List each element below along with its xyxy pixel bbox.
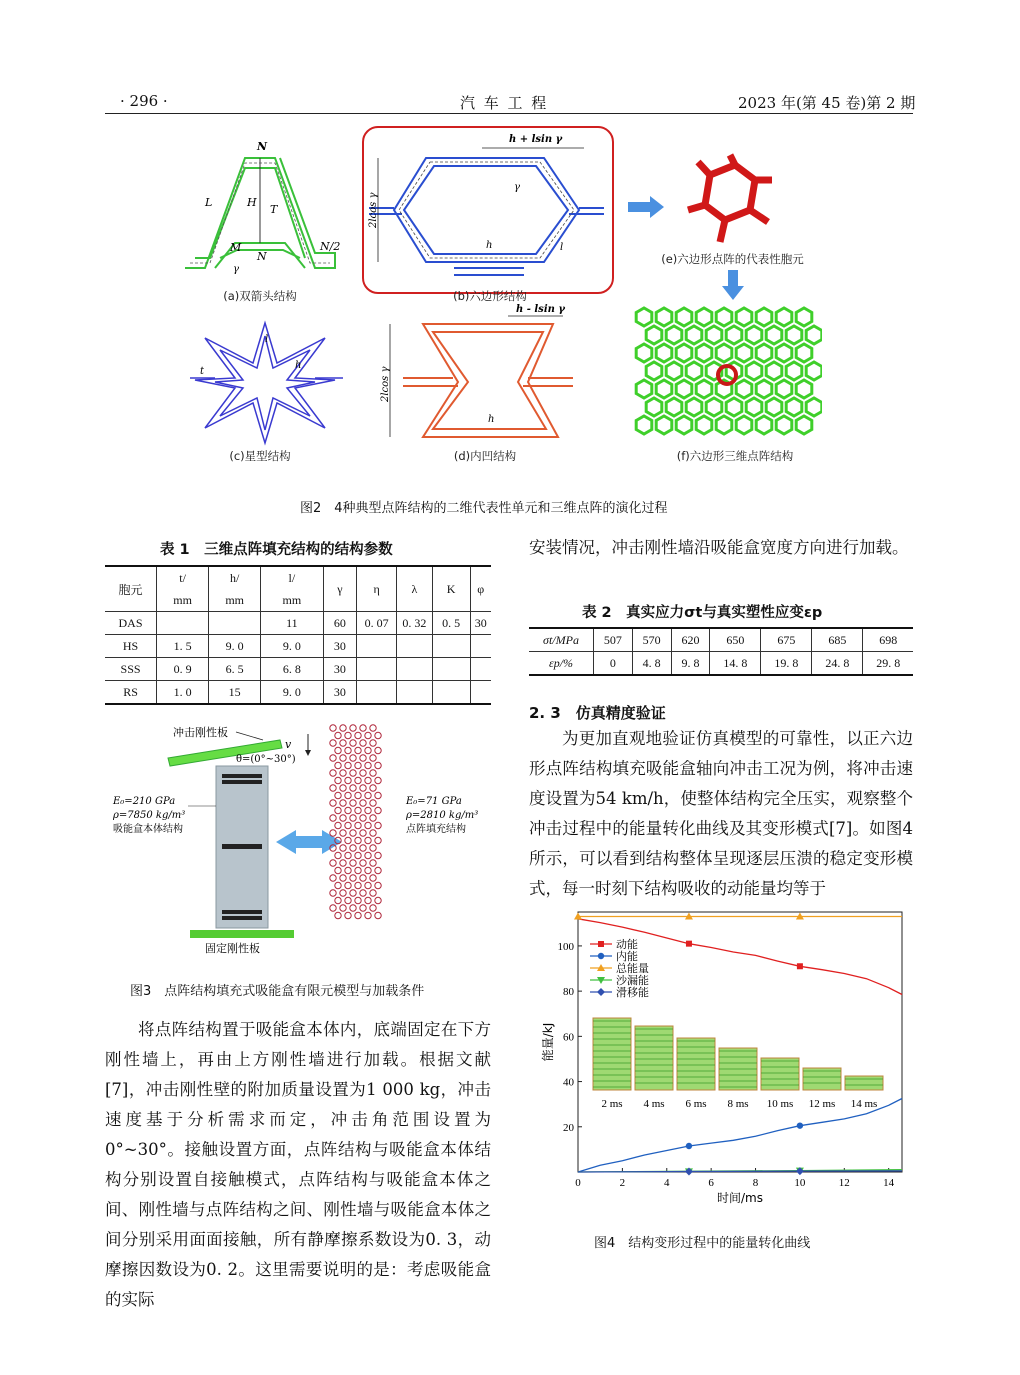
x-tick-label: 4 [664, 1177, 670, 1189]
strip-cell [345, 867, 351, 873]
strip-cell [335, 912, 341, 918]
strip-cell [355, 837, 361, 843]
label-lat-E: E₀=71 GPa [406, 796, 462, 807]
lattice-cell [706, 398, 722, 416]
table-row: DAS 11 60 0. 07 0. 32 0. 5 30 [105, 612, 491, 635]
strip-cell [360, 800, 366, 806]
strip-cell [335, 807, 341, 813]
label-H: H [247, 196, 257, 209]
strip-cell [360, 875, 366, 881]
label-lat-rho: ρ=2810 kg/m³ [406, 810, 479, 821]
lattice-cell [676, 416, 692, 434]
label-N-half: N/2 [320, 240, 341, 253]
snapshot-time-label: 14 ms [850, 1098, 878, 1110]
x-axis-label: 时间/ms [717, 1191, 763, 1205]
strip-cell [355, 747, 361, 753]
lattice-cell [776, 308, 792, 326]
strip-cell [355, 732, 361, 738]
label-box-name: 吸能盒本体结构 [113, 824, 183, 835]
fig2d-caption: (d)内凹结构 [453, 449, 517, 463]
x-tick-label: 12 [838, 1177, 850, 1189]
label-box-rho: ρ=7850 kg/m³ [113, 810, 186, 821]
strip-cell [375, 882, 381, 888]
strip-cell [340, 725, 346, 731]
strip-cell [375, 897, 381, 903]
table2 [529, 627, 913, 676]
strip-cell [340, 770, 346, 776]
label-lat-name: 点阵填充结构 [406, 824, 466, 835]
lattice-cell [636, 344, 652, 362]
marker-diamond [597, 988, 605, 996]
label-l-c: l [265, 334, 269, 345]
lattice-cell [796, 344, 812, 362]
marker-circle [797, 1122, 803, 1128]
marker-circle [686, 1143, 692, 1149]
lattice-cell [766, 362, 782, 380]
label-gamma-b: γ [514, 182, 520, 193]
x-tick-label: 8 [752, 1177, 759, 1189]
lattice-cell [696, 380, 712, 398]
strip-cell [375, 822, 381, 828]
strip-cell [370, 830, 376, 836]
lattice-cell [706, 326, 722, 344]
strip-cell [370, 740, 376, 746]
lattice-cell [736, 308, 752, 326]
table1-title: 表 1 三维点阵填充结构的结构参数 [160, 542, 393, 558]
strip-cell [345, 837, 351, 843]
fig2c-caption: (c)星型结构 [229, 449, 291, 463]
label-h-minus: h - lsin γ [516, 304, 565, 315]
lattice-cell [746, 398, 762, 416]
lattice-cell [766, 398, 782, 416]
lattice-cell [806, 362, 822, 380]
y-tick-label: 60 [563, 1031, 574, 1044]
label-box-E: E₀=210 GPa [113, 796, 176, 807]
marker-square [797, 963, 803, 969]
strip-cell [340, 905, 346, 911]
strip-cell [330, 800, 336, 806]
strip-cell [345, 777, 351, 783]
strip-cell [370, 800, 376, 806]
strip-cell [370, 890, 376, 896]
strip-cell [365, 837, 371, 843]
lattice-cell [796, 308, 812, 326]
strip-cell [330, 830, 336, 836]
strip-cell [370, 770, 376, 776]
lattice-cell [656, 380, 672, 398]
deformation-snapshot [677, 1038, 715, 1090]
journal-title: 汽 车 工 程 [460, 94, 549, 112]
strip-cell [345, 852, 351, 858]
strip-cell [330, 875, 336, 881]
strip-cell [335, 777, 341, 783]
lattice-cell [646, 362, 662, 380]
lattice-cell [726, 326, 742, 344]
lattice-cell [716, 344, 732, 362]
strip-cell [360, 830, 366, 836]
strip-cell [370, 905, 376, 911]
lattice-cell [686, 398, 702, 416]
body-text-left: 将点阵结构置于吸能盒本体内，底端固定在下方刚性墙上，再由上方刚性墙进行加载。根据文献[7]，冲击刚性壁的附加质量设置为1 000 kg，冲击速度基于分析需求而定，冲击角范围设置为0°~30°。接触设置方面，点阵结构与吸能盒本体结构分别设置自接触模式，点阵结构与吸能盒本体之间、刚性墙与点阵结构之间、刚性墙与吸能盒本体之间分别采用面面接触，所有静摩擦系数设为0. 3，动摩擦因数设为0. 2。这里需要说明的是：考虑吸能盒的实际 [105, 1020, 491, 1309]
marker-square [686, 941, 692, 947]
strip-cell [365, 822, 371, 828]
lattice-cell [666, 362, 682, 380]
deformation-snapshot [803, 1068, 841, 1090]
strip-cell [355, 792, 361, 798]
strip-cell [355, 897, 361, 903]
y-tick-label: 100 [557, 940, 574, 953]
strip-cell [340, 830, 346, 836]
strip-cell [345, 807, 351, 813]
strip-cell [370, 860, 376, 866]
strip-cell [375, 912, 381, 918]
label-M: M [230, 241, 242, 254]
figure3-model [108, 718, 498, 963]
strip-cell [360, 815, 366, 821]
marker-square [598, 941, 604, 947]
strip-cell [375, 777, 381, 783]
strip-cell [335, 747, 341, 753]
strip-cell [350, 740, 356, 746]
label-h-c: h [295, 360, 302, 371]
fig2b-hexagon-frame [362, 126, 614, 294]
section-text: 为更加直观地验证仿真模型的可靠性，以正六边形点阵结构填充吸能盒轴向冲击工况为例，将冲击速度设置为54 km/h，使整体结构完全压实，观察整个冲击过程中的能量转化曲线及其变形模式[7]。如图4所示，可以看到结构整体呈现逐层压溃的稳定变形模式，每一时刻下结构吸收的动能量均等于 [529, 729, 913, 898]
lattice-cell [796, 416, 812, 434]
fig2a-double-arrow [175, 138, 350, 293]
lattice-cell [676, 344, 692, 362]
label-N: N [257, 140, 268, 153]
strip-cell [365, 807, 371, 813]
lattice-cell [666, 398, 682, 416]
fig2c-star [185, 318, 345, 448]
label-t-c: t [200, 366, 205, 377]
legend-label: 沙漏能 [616, 974, 649, 987]
strip-cell [360, 770, 366, 776]
lattice-cell [786, 362, 802, 380]
snapshot-time-label: 10 ms [766, 1098, 794, 1110]
marker-circle [598, 953, 604, 959]
x-tick-label: 2 [619, 1177, 626, 1189]
strip-cell [365, 762, 371, 768]
snapshot-time-label: 12 ms [808, 1098, 836, 1110]
strip-cell [340, 815, 346, 821]
strip-cell [330, 725, 336, 731]
legend-label: 动能 [616, 938, 638, 951]
lattice-cell [696, 344, 712, 362]
lattice-cell [776, 380, 792, 398]
label-impact-plate: 冲击刚性板 [173, 726, 228, 739]
strip-cell [335, 852, 341, 858]
lattice-cell [766, 326, 782, 344]
lattice-cell [686, 326, 702, 344]
strip-cell [345, 792, 351, 798]
section-title: 2. 3 仿真精度验证 [529, 704, 666, 722]
label-L: L [205, 196, 213, 209]
lattice-cell [646, 398, 662, 416]
strip-cell [335, 762, 341, 768]
strip-cell [375, 792, 381, 798]
strip-cell [365, 732, 371, 738]
label-2lcos: 2lcos γ [368, 192, 379, 228]
strip-cell [360, 740, 366, 746]
strip-cell [330, 755, 336, 761]
strip-cell [340, 785, 346, 791]
strip-cell [355, 912, 361, 918]
strip-cell [350, 815, 356, 821]
lattice-cell [736, 344, 752, 362]
lattice-cell [756, 380, 772, 398]
table-row: HS 1. 5 9. 0 9. 0 30 [105, 635, 491, 658]
lattice-cell [786, 398, 802, 416]
strip-cell [340, 740, 346, 746]
deformation-snapshot [845, 1076, 883, 1090]
strip-cell [360, 755, 366, 761]
strip-cell [360, 890, 366, 896]
lattice-cell [776, 416, 792, 434]
lattice-cell [676, 380, 692, 398]
strip-cell [375, 807, 381, 813]
label-T: T [270, 203, 278, 216]
strip-cell [355, 807, 361, 813]
arrow-down-icon [722, 270, 744, 300]
snapshot-time-label: 8 ms [727, 1098, 749, 1110]
strip-cell [360, 785, 366, 791]
label-h-d: h [488, 414, 495, 425]
strip-cell [370, 755, 376, 761]
strip-cell [375, 732, 381, 738]
strip-cell [335, 732, 341, 738]
snapshot-time-label: 4 ms [643, 1098, 665, 1110]
strip-cell [330, 770, 336, 776]
strip-cell [375, 867, 381, 873]
strip-cell [375, 837, 381, 843]
strip-cell [345, 882, 351, 888]
lattice-cell [796, 380, 812, 398]
strip-cell [330, 890, 336, 896]
deformation-snapshot [761, 1058, 799, 1090]
strip-cell [335, 867, 341, 873]
strip-cell [330, 860, 336, 866]
strip-cell [375, 762, 381, 768]
strip-cell [365, 792, 371, 798]
strip-cell [340, 845, 346, 851]
label-theta: θ=(0°~30°) [236, 754, 296, 765]
strip-cell [350, 725, 356, 731]
strip-cell [350, 845, 356, 851]
strip-cell [350, 785, 356, 791]
strip-cell [345, 747, 351, 753]
strip-cell [335, 792, 341, 798]
lattice-cell [676, 308, 692, 326]
lattice-cell [746, 326, 762, 344]
y-tick-label: 40 [563, 1076, 574, 1089]
label-N-2: N [257, 250, 267, 263]
strip-cell [365, 912, 371, 918]
lattice-cell [756, 344, 772, 362]
table-row: σt/MPa 507 570 620 650 675 685 698 [529, 628, 913, 652]
issue-info: 2023 年(第 45 卷)第 2 期 [738, 94, 916, 112]
table-row: εp/% 0 4. 8 9. 8 14. 8 19. 8 24. 8 29. 8 [529, 652, 913, 676]
fig2e-caption: (e)六边形点阵的代表性胞元 [661, 252, 804, 266]
label-2lcos-d: 2lcos γ [380, 366, 391, 402]
strip-cell [355, 762, 361, 768]
strip-cell [360, 845, 366, 851]
strip-cell [330, 740, 336, 746]
lattice-cell [646, 326, 662, 344]
label-h-plus: h + lsin γ [509, 134, 563, 145]
strip-cell [360, 905, 366, 911]
fig2f-lattice [632, 305, 822, 447]
strip-cell [365, 867, 371, 873]
strip-cell [365, 897, 371, 903]
strip-cell [365, 882, 371, 888]
strip-cell [340, 755, 346, 761]
lattice-cell [636, 308, 652, 326]
lattice-cell [726, 398, 742, 416]
figure3-caption: 图3 点阵结构填充式吸能盒有限元模型与加载条件 [130, 984, 425, 999]
t1-h0: 胞元 [105, 566, 157, 612]
strip-cell [355, 777, 361, 783]
lattice-cell [636, 416, 652, 434]
lattice-cell [736, 416, 752, 434]
fig2b-caption: (b)六边形结构 [453, 289, 527, 303]
y-tick-label: 80 [563, 986, 574, 999]
strip-cell [350, 830, 356, 836]
strip-cell [340, 800, 346, 806]
arrow-right-icon [628, 196, 664, 218]
strip-cell [365, 852, 371, 858]
strip-cell [330, 815, 336, 821]
strip-cell [340, 875, 346, 881]
lattice-cell [756, 308, 772, 326]
strip-cell [340, 860, 346, 866]
strip-cell [370, 815, 376, 821]
label-h: h [486, 240, 493, 251]
strip-cell [370, 875, 376, 881]
label-l: l [560, 242, 564, 253]
lattice-cell [716, 308, 732, 326]
deformation-snapshot [593, 1018, 631, 1090]
lattice-cell [636, 380, 652, 398]
fig2f-caption: (f)六边形三维点阵结构 [676, 449, 794, 463]
snapshot-time-label: 2 ms [601, 1098, 623, 1110]
strip-cell [355, 882, 361, 888]
lattice-cell [806, 398, 822, 416]
x-tick-label: 10 [794, 1177, 806, 1189]
table-row: SSS 0. 9 6. 5 6. 8 30 [105, 658, 491, 681]
strip-cell [355, 867, 361, 873]
table2-title: 表 2 真实应力σt与真实塑性应变εp [582, 605, 823, 621]
strip-cell [345, 762, 351, 768]
strip-cell [370, 725, 376, 731]
strip-cell [350, 800, 356, 806]
lattice-cell [756, 416, 772, 434]
strip-cell [330, 785, 336, 791]
deformation-snapshot [635, 1026, 673, 1090]
strip-cell [350, 860, 356, 866]
figure2-caption: 图2 4种典型点阵结构的二维代表性单元和三维点阵的演化过程 [300, 501, 668, 516]
strip-cell [355, 852, 361, 858]
strip-cell [345, 912, 351, 918]
lattice-cell [786, 326, 802, 344]
fig2a-caption: (a)双箭头结构 [223, 289, 297, 303]
lattice-cell [736, 380, 752, 398]
x-tick-label: 6 [708, 1177, 714, 1189]
strip-cell [350, 890, 356, 896]
legend-label: 滑移能 [616, 986, 649, 999]
strip-cell [355, 822, 361, 828]
strip-cell [350, 905, 356, 911]
lattice-cell [686, 362, 702, 380]
lattice-cell [656, 308, 672, 326]
lattice-cell [666, 326, 682, 344]
strip-cell [330, 905, 336, 911]
strip-cell [360, 860, 366, 866]
figure4-chart [540, 900, 912, 1210]
strip-cell [365, 777, 371, 783]
body-text-right-top: 安装情况，冲击刚性墙沿吸能盒宽度方向进行加载。 [529, 538, 909, 557]
strip-cell [370, 845, 376, 851]
label-gamma: γ [233, 264, 239, 275]
strip-cell [350, 770, 356, 776]
strip-cell [375, 852, 381, 858]
strip-cell [345, 732, 351, 738]
lattice-cell [746, 362, 762, 380]
deformation-snapshot [719, 1048, 757, 1090]
lattice-cell [806, 326, 822, 344]
strip-cell [360, 725, 366, 731]
legend-label: 总能量 [616, 962, 649, 975]
table1: 胞元 t/ mm h/ mm l/ mm γ η λ K φ DAS 11 60 0. 07 0. 32 0. 5 30 HS 1. 5 9. 0 9. 0 30 SSS 0. 9 6. 5 6. 8 30 RS 1. 0 15 9. 0 30 [105, 565, 491, 705]
lattice-cell [776, 344, 792, 362]
lattice-cell [656, 416, 672, 434]
legend-label: 内能 [616, 950, 638, 963]
header-rule [105, 113, 913, 114]
strip-cell [335, 822, 341, 828]
page-number: · 296 · [120, 92, 168, 110]
strip-cell [345, 822, 351, 828]
label-v: v [285, 738, 292, 751]
lattice-cell [656, 344, 672, 362]
strip-cell [375, 747, 381, 753]
strip-cell [365, 747, 371, 753]
y-tick-label: 20 [563, 1121, 574, 1134]
x-tick-label: 0 [575, 1177, 581, 1189]
figure4-caption: 图4 结构变形过程中的能量转化曲线 [594, 1236, 811, 1251]
table-row: RS 1. 0 15 9. 0 30 [105, 681, 491, 705]
strip-cell [350, 875, 356, 881]
energy-chart-svg [540, 900, 912, 1210]
fig2e-unit-cell [680, 150, 780, 250]
fig2d-reentrant [378, 302, 578, 447]
label-fixed-plate: 固定刚性板 [205, 942, 260, 955]
lattice-cell [716, 416, 732, 434]
lattice-cell [696, 416, 712, 434]
snapshot-time-label: 6 ms [685, 1098, 707, 1110]
x-tick-label: 14 [883, 1177, 895, 1189]
strip-cell [335, 897, 341, 903]
strip-cell [370, 785, 376, 791]
strip-cell [350, 755, 356, 761]
lattice-cell [696, 308, 712, 326]
strip-cell [335, 882, 341, 888]
y-axis-label: 能量/kJ [541, 1022, 555, 1062]
strip-cell [340, 890, 346, 896]
strip-cell [345, 897, 351, 903]
